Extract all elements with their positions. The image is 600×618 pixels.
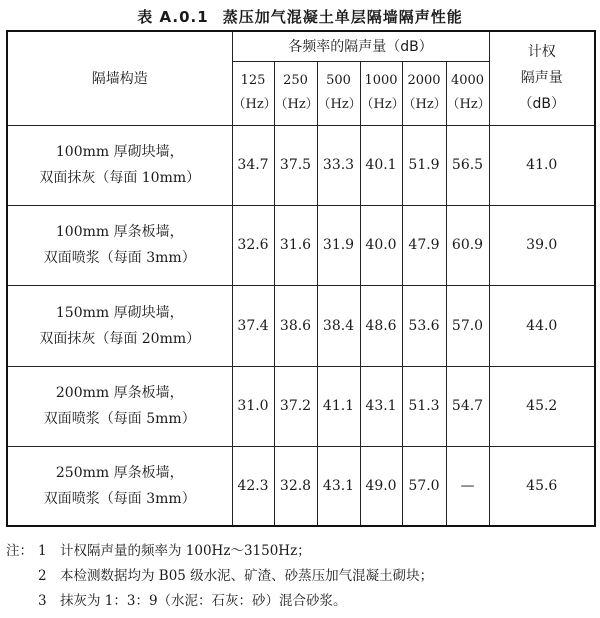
table-row (7, 285, 595, 366)
value-cell: 40.1 (360, 125, 402, 205)
row-construct: 200mm 厚条板墙， 双面喷浆（每面 5mm） (7, 366, 232, 446)
value-cell: 37.2 (274, 366, 317, 446)
value-cell: 47.9 (402, 205, 446, 285)
notes-label: 注： (6, 543, 33, 559)
note-text: 计权隔声量的频率为 100Hz～3150Hz； (60, 543, 311, 559)
weighted-cell: 41.0 (489, 125, 595, 205)
table-caption: 蒸压加气混凝土单层隔墙隔声性能 (222, 8, 463, 26)
note-item (6, 539, 596, 564)
header-freq: 125 （Hz） (232, 61, 274, 125)
value-cell: 32.8 (274, 446, 317, 526)
weighted-cell: 44.0 (489, 285, 595, 366)
value-cell: 53.6 (402, 285, 446, 366)
value-cell: 37.5 (274, 125, 317, 205)
header-freq: 4000 （Hz） (446, 61, 489, 125)
weighted-cell: 39.0 (489, 205, 595, 285)
table-notes (6, 539, 596, 614)
header-weighted-line2: 隔声量 (520, 70, 563, 87)
header-freq: 500 （Hz） (317, 61, 360, 125)
note-index: 3 (38, 593, 47, 609)
value-cell: 31.0 (232, 366, 274, 446)
value-cell: — (446, 446, 489, 526)
value-cell: 32.6 (232, 205, 274, 285)
note-index: 1 (38, 543, 47, 559)
value-cell: 41.1 (317, 366, 360, 446)
row-construct: 150mm 厚砌块墙， 双面抹灰（每面 20mm） (7, 285, 232, 366)
note-text: 本检测数据均为 B05 级水泥、矿渣、砂蒸压加气混凝土砌块； (60, 568, 434, 584)
table-row (7, 125, 595, 205)
weighted-cell: 45.2 (489, 366, 595, 446)
header-freq: 250 （Hz） (274, 61, 317, 125)
value-cell: 57.0 (402, 446, 446, 526)
row-construct: 250mm 厚条板墙， 双面喷浆（每面 3mm） (7, 446, 232, 526)
value-cell: 57.0 (446, 285, 489, 366)
row-construct: 100mm 厚条板墙， 双面喷浆（每面 3mm） (7, 205, 232, 285)
sound-insulation-table (6, 30, 596, 527)
header-weighted-line3: （dB） (518, 96, 565, 113)
value-cell: 51.9 (402, 125, 446, 205)
value-cell: 40.0 (360, 205, 402, 285)
note-item (6, 589, 596, 614)
value-cell: 54.7 (446, 366, 489, 446)
value-cell: 33.3 (317, 125, 360, 205)
row-construct: 100mm 厚砌块墙， 双面抹灰（每面 10mm） (7, 125, 232, 205)
table-row (7, 366, 595, 446)
header-freq: 2000 （Hz） (402, 61, 446, 125)
value-cell: 60.9 (446, 205, 489, 285)
value-cell: 48.6 (360, 285, 402, 366)
note-item (6, 564, 596, 589)
value-cell: 43.1 (317, 446, 360, 526)
table-row (7, 205, 595, 285)
value-cell: 42.3 (232, 446, 274, 526)
weighted-cell: 45.6 (489, 446, 595, 526)
value-cell: 37.4 (232, 285, 274, 366)
value-cell: 38.4 (317, 285, 360, 366)
table-number: 表 A.0.1 (137, 8, 209, 26)
value-cell: 34.7 (232, 125, 274, 205)
value-cell: 31.9 (317, 205, 360, 285)
value-cell: 56.5 (446, 125, 489, 205)
table-row (7, 446, 595, 526)
note-index: 2 (38, 568, 47, 584)
header-weighted (489, 31, 595, 125)
table-title (0, 6, 600, 27)
header-weighted-line1: 计权 (527, 44, 556, 61)
note-text: 抹灰为 1：3：9（水泥：石灰：砂）混合砂浆。 (60, 593, 347, 609)
value-cell: 38.6 (274, 285, 317, 366)
header-frequency-group: 各频率的隔声量（dB） (232, 31, 489, 61)
header-freq: 1000 （Hz） (360, 61, 402, 125)
value-cell: 31.6 (274, 205, 317, 285)
value-cell: 43.1 (360, 366, 402, 446)
value-cell: 51.3 (402, 366, 446, 446)
value-cell: 49.0 (360, 446, 402, 526)
header-construct: 隔墙构造 (7, 31, 232, 125)
